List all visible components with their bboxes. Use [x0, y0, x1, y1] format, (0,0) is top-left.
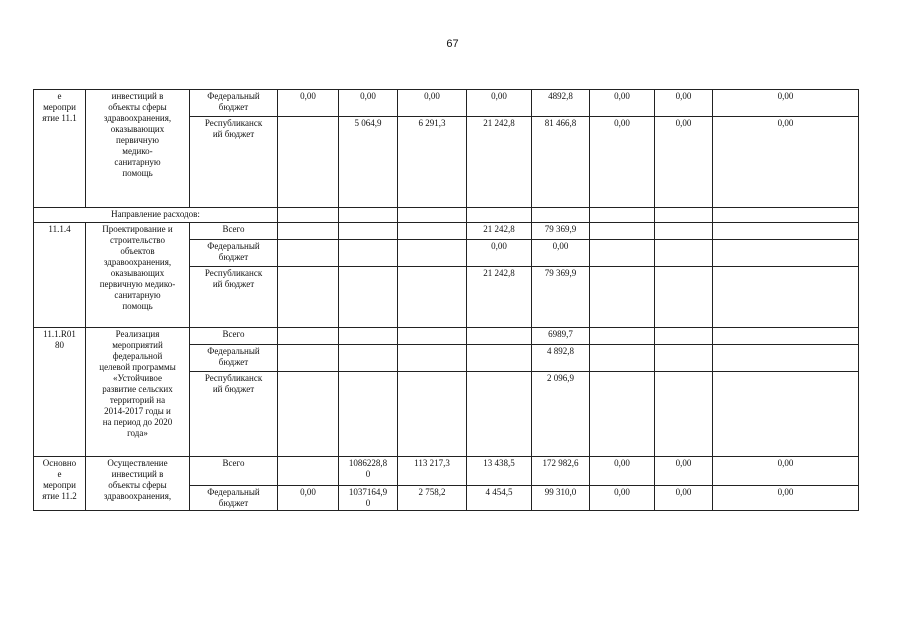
- measure-name: инвестиций в объекты сферы здравоохранения, оказывающих первичную медико- санитарную помощь: [86, 90, 190, 208]
- value-cell-1: [278, 117, 339, 208]
- value-cell-2: [339, 267, 398, 328]
- value-cell-1: [278, 345, 339, 372]
- measure-name: Проектирование и строительство объектов здравоохранения, оказывающих первичную медико- санитарную помощь: [86, 223, 190, 328]
- value-cell-1: [278, 240, 339, 267]
- value-cell-8: [713, 372, 859, 457]
- value-cell-7: [655, 372, 713, 457]
- value-cell-7: [655, 267, 713, 328]
- value-cell-5: 6989,7: [532, 328, 590, 345]
- funding-source: Федеральный бюджет: [190, 345, 278, 372]
- value-cell-4: [467, 328, 532, 345]
- value-cell-3: 2 758,2: [398, 486, 467, 511]
- funding-source: Федеральный бюджет: [190, 240, 278, 267]
- value-cell-8: 0,00: [713, 117, 859, 208]
- funding-source: Республиканск ий бюджет: [190, 267, 278, 328]
- value-cell-6: 0,00: [590, 486, 655, 511]
- empty-cell: [590, 208, 655, 223]
- value-cell-4: [467, 345, 532, 372]
- value-cell-8: [713, 345, 859, 372]
- direction-label: Направление расходов:: [34, 208, 278, 223]
- budget-table: [33, 89, 859, 511]
- value-cell-7: [655, 328, 713, 345]
- value-cell-1: 0,00: [278, 90, 339, 117]
- value-cell-3: [398, 345, 467, 372]
- value-cell-6: [590, 345, 655, 372]
- value-cell-2: [339, 372, 398, 457]
- value-cell-8: [713, 223, 859, 240]
- measure-code: е меропри ятие 11.1: [34, 90, 86, 208]
- table-row: [34, 457, 859, 486]
- value-cell-1: [278, 267, 339, 328]
- funding-source: Всего: [190, 328, 278, 345]
- value-cell-2: 0,00: [339, 90, 398, 117]
- value-cell-3: [398, 372, 467, 457]
- value-cell-2: [339, 328, 398, 345]
- value-cell-3: [398, 223, 467, 240]
- value-cell-3: [398, 240, 467, 267]
- value-cell-4: 4 454,5: [467, 486, 532, 511]
- value-cell-4: 13 438,5: [467, 457, 532, 486]
- value-cell-2: 5 064,9: [339, 117, 398, 208]
- value-cell-3: [398, 267, 467, 328]
- value-cell-5: 79 369,9: [532, 267, 590, 328]
- page-number: 67: [446, 38, 459, 50]
- value-cell-6: [590, 372, 655, 457]
- funding-source: Республиканск ий бюджет: [190, 372, 278, 457]
- value-cell-6: [590, 267, 655, 328]
- value-cell-5: 99 310,0: [532, 486, 590, 511]
- empty-cell: [398, 208, 467, 223]
- value-cell-2: [339, 223, 398, 240]
- measure-code: 11.1.4: [34, 223, 86, 328]
- value-cell-4: 21 242,8: [467, 117, 532, 208]
- empty-cell: [467, 208, 532, 223]
- value-cell-8: [713, 240, 859, 267]
- value-cell-6: 0,00: [590, 457, 655, 486]
- value-cell-2: 1086228,8 0: [339, 457, 398, 486]
- table-row: [34, 223, 859, 240]
- value-cell-7: [655, 223, 713, 240]
- value-cell-5: 79 369,9: [532, 223, 590, 240]
- value-cell-8: [713, 328, 859, 345]
- funding-source: Всего: [190, 223, 278, 240]
- table-row: [34, 90, 859, 117]
- empty-cell: [339, 208, 398, 223]
- value-cell-4: [467, 372, 532, 457]
- empty-cell: [278, 208, 339, 223]
- measure-code: Основно е меропри ятие 11.2: [34, 457, 86, 511]
- value-cell-1: 0,00: [278, 486, 339, 511]
- value-cell-8: 0,00: [713, 486, 859, 511]
- value-cell-4: 21 242,8: [467, 267, 532, 328]
- empty-cell: [532, 208, 590, 223]
- value-cell-5: 172 982,6: [532, 457, 590, 486]
- value-cell-2: [339, 345, 398, 372]
- value-cell-1: [278, 223, 339, 240]
- value-cell-3: 0,00: [398, 90, 467, 117]
- measure-code: 11.1.R01 80: [34, 328, 86, 457]
- funding-source: Федеральный бюджет: [190, 486, 278, 511]
- value-cell-8: 0,00: [713, 90, 859, 117]
- value-cell-1: [278, 457, 339, 486]
- value-cell-7: 0,00: [655, 457, 713, 486]
- value-cell-7: 0,00: [655, 117, 713, 208]
- empty-cell: [713, 208, 859, 223]
- value-cell-6: [590, 223, 655, 240]
- value-cell-4: 0,00: [467, 240, 532, 267]
- value-cell-4: 0,00: [467, 90, 532, 117]
- measure-name: Осуществление инвестиций в объекты сферы здравоохранения,: [86, 457, 190, 511]
- value-cell-6: 0,00: [590, 90, 655, 117]
- value-cell-1: [278, 328, 339, 345]
- value-cell-6: [590, 328, 655, 345]
- value-cell-7: [655, 240, 713, 267]
- value-cell-8: 0,00: [713, 457, 859, 486]
- funding-source: Всего: [190, 457, 278, 486]
- funding-source: Республиканск ий бюджет: [190, 117, 278, 208]
- value-cell-5: 0,00: [532, 240, 590, 267]
- value-cell-6: 0,00: [590, 117, 655, 208]
- direction-row: [34, 208, 859, 223]
- value-cell-5: 81 466,8: [532, 117, 590, 208]
- measure-name: Реализация мероприятий федеральной целевой программы «Устойчивое развитие сельских территорий на 2014-2017 годы и на период до 2020 года»: [86, 328, 190, 457]
- empty-cell: [655, 208, 713, 223]
- value-cell-2: [339, 240, 398, 267]
- value-cell-3: [398, 328, 467, 345]
- value-cell-3: 6 291,3: [398, 117, 467, 208]
- table-row: [34, 328, 859, 345]
- value-cell-2: 1037164,9 0: [339, 486, 398, 511]
- value-cell-4: 21 242,8: [467, 223, 532, 240]
- value-cell-6: [590, 240, 655, 267]
- value-cell-3: 113 217,3: [398, 457, 467, 486]
- value-cell-7: 0,00: [655, 486, 713, 511]
- funding-source: Федеральный бюджет: [190, 90, 278, 117]
- value-cell-1: [278, 372, 339, 457]
- value-cell-5: 2 096,9: [532, 372, 590, 457]
- value-cell-7: 0,00: [655, 90, 713, 117]
- value-cell-5: 4892,8: [532, 90, 590, 117]
- value-cell-8: [713, 267, 859, 328]
- value-cell-7: [655, 345, 713, 372]
- value-cell-5: 4 892,8: [532, 345, 590, 372]
